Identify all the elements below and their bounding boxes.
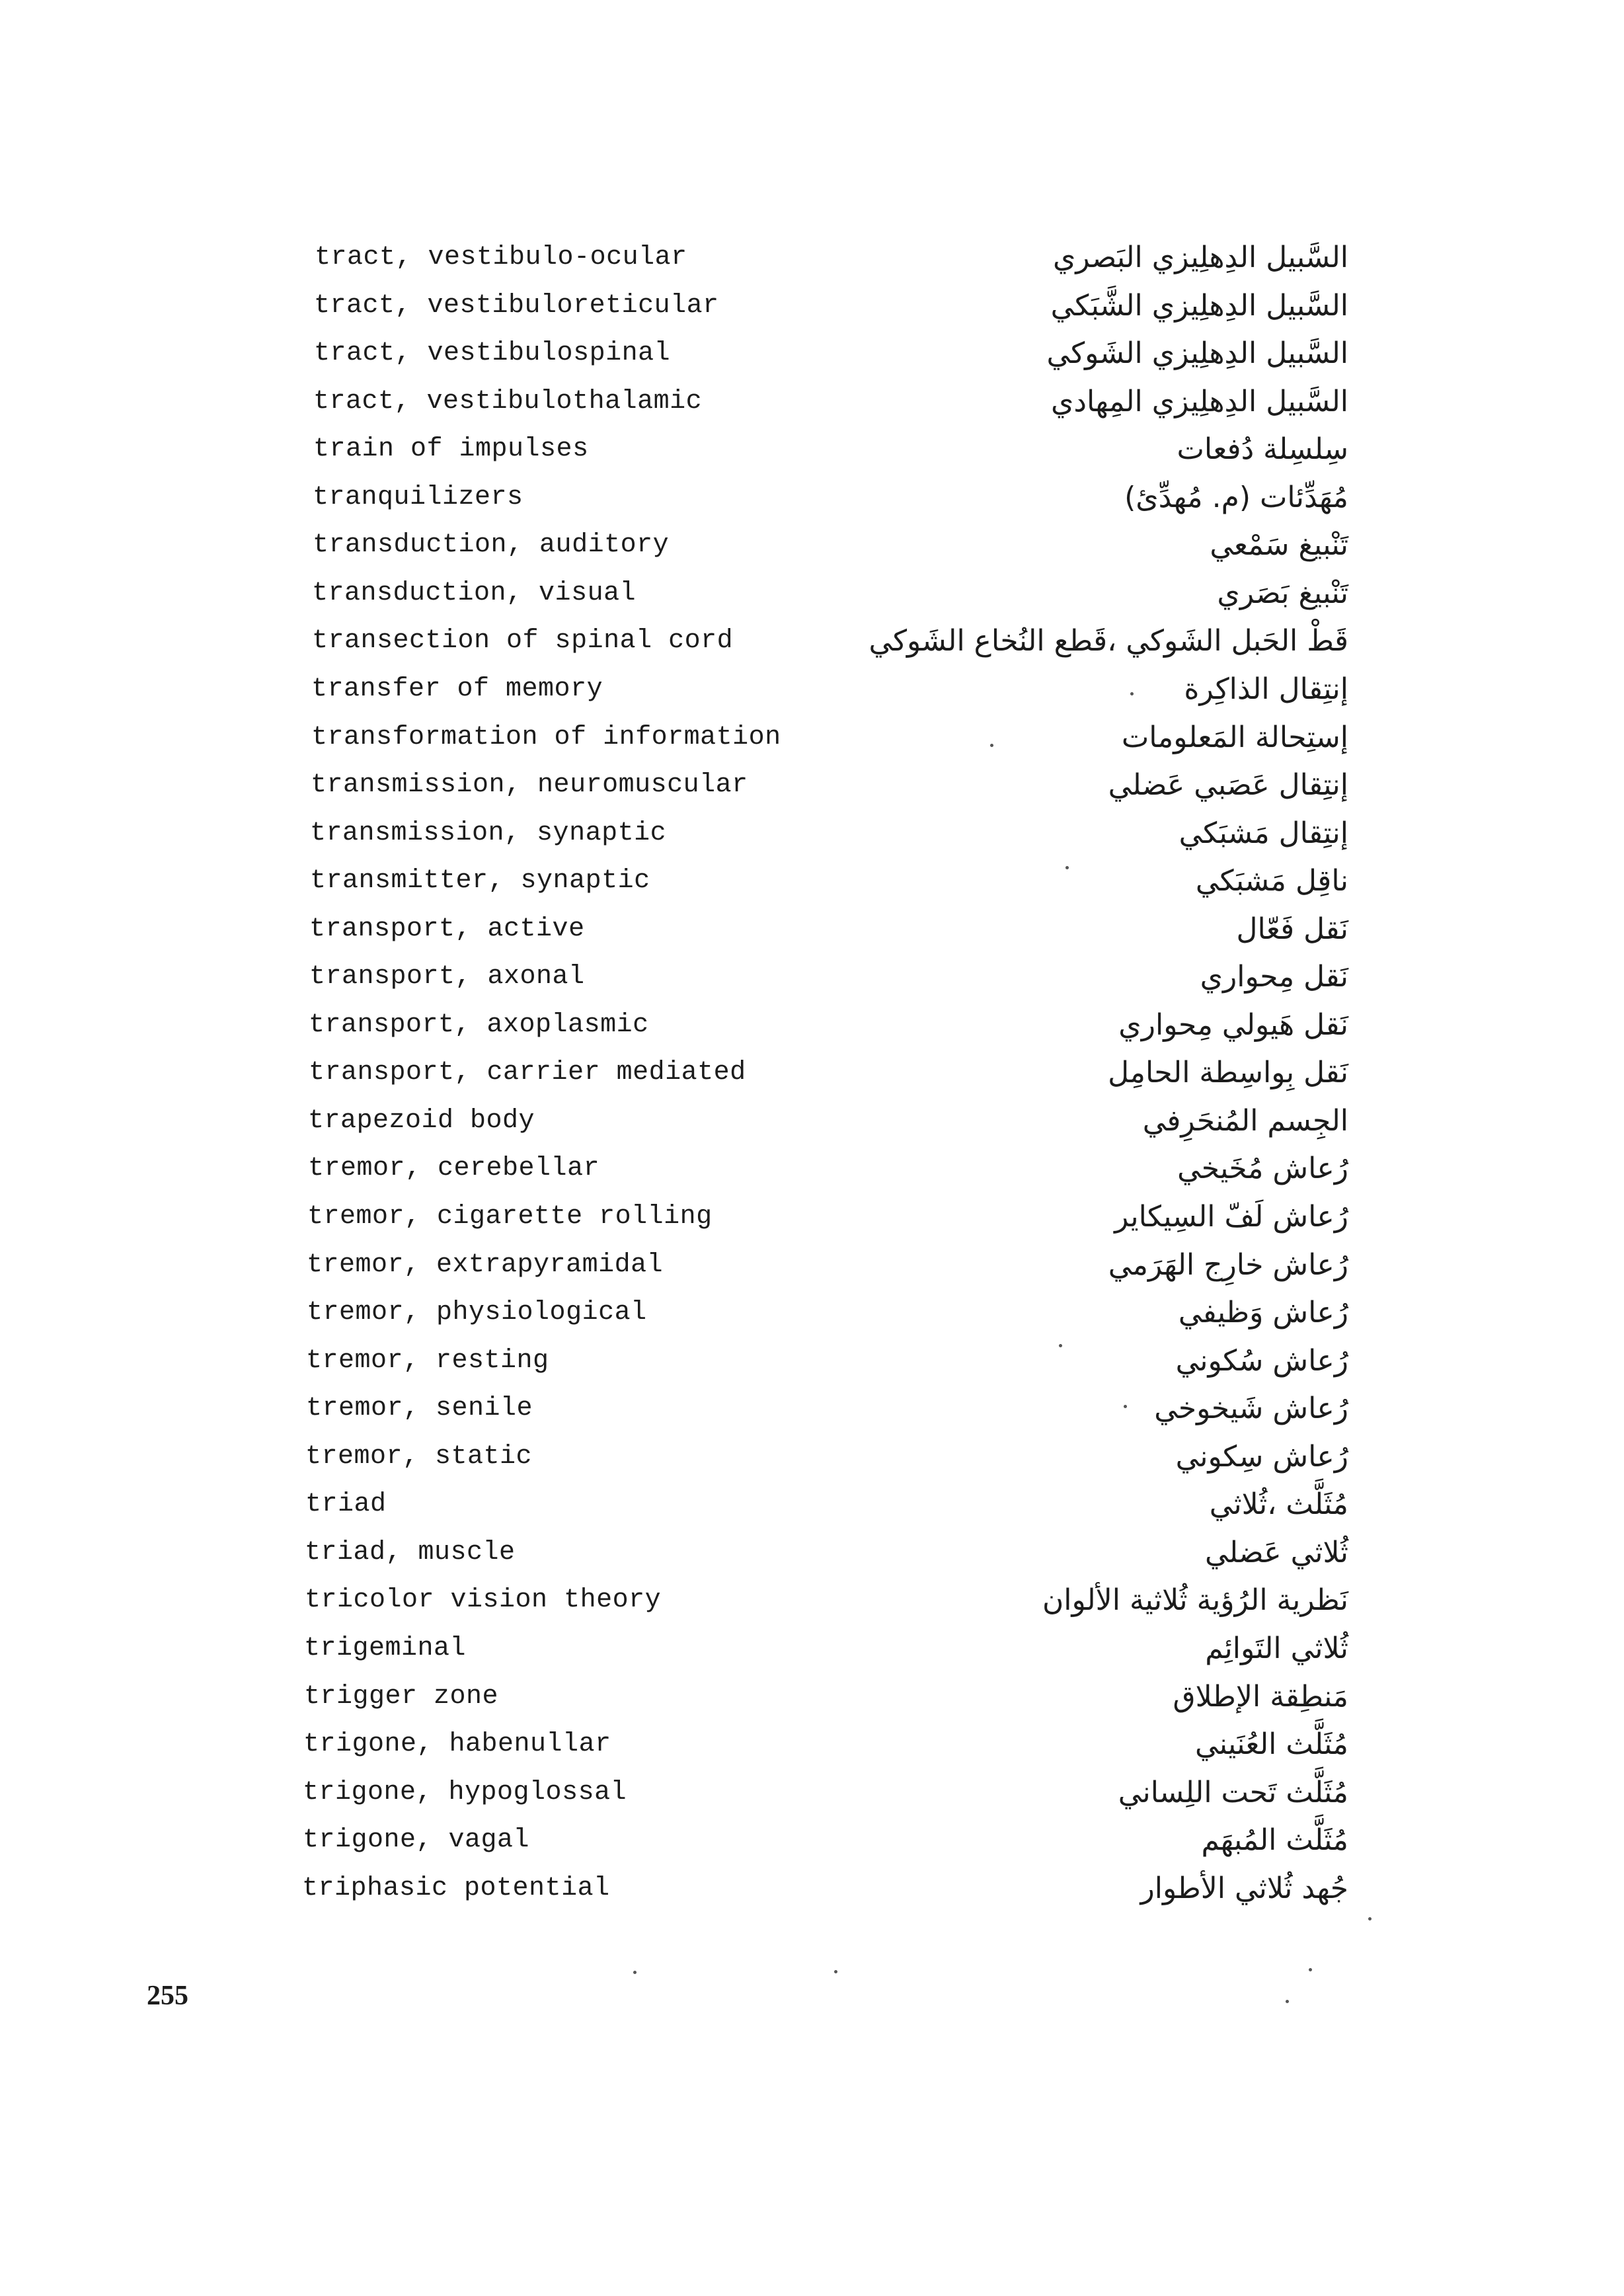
english-term: tremor, extrapyramidal [307, 1250, 664, 1280]
english-term: triad [305, 1489, 387, 1519]
arabic-term: رُعاش لَفّ السِيكاير [1114, 1200, 1348, 1234]
arabic-term: نَقل بِواسِطة الحامِل [1108, 1056, 1348, 1089]
glossary-entry [0, 1481, 1624, 1528]
glossary-entry [0, 522, 1624, 569]
glossary-entry [0, 474, 1624, 522]
english-term: transfer of memory [311, 674, 603, 704]
arabic-term: السَّبيل الدِهلِيزي البَصري [1052, 241, 1348, 274]
arabic-term: تَنْبيغ سَمْعي [1210, 528, 1348, 562]
scan-speck [633, 1971, 637, 1974]
english-term: transmission, synaptic [310, 818, 667, 848]
english-term: transport, active [309, 914, 585, 944]
glossary-entry [0, 1721, 1624, 1768]
arabic-term: ثُلاثي عَضلي [1204, 1536, 1348, 1569]
glossary-entry [0, 906, 1624, 953]
glossary-entry [0, 1002, 1624, 1049]
arabic-term: نَقل هَيولي مِحواري [1118, 1008, 1348, 1042]
page-number: 255 [147, 1981, 188, 2011]
english-term: tricolor vision theory [305, 1585, 662, 1615]
scan-speck [1368, 1917, 1372, 1920]
glossary-entry [0, 1769, 1624, 1817]
scan-speck [1286, 2000, 1289, 2003]
glossary-entry [0, 666, 1624, 713]
glossary-entry [0, 1817, 1624, 1864]
english-term: train of impulses [313, 434, 589, 464]
english-term: trigone, vagal [303, 1825, 530, 1855]
english-term: transport, axoplasmic [309, 1010, 649, 1040]
english-term: triphasic potential [302, 1874, 610, 1903]
scan-speck [1065, 866, 1069, 869]
arabic-term: نَقل مِحواري [1200, 960, 1348, 994]
glossary-entry [0, 1193, 1624, 1241]
arabic-term: ناقِل مَشبَكي [1195, 864, 1348, 898]
arabic-term: قَطْ الحَبل الشَوكي ،قَطع النُخاع الشَوكي [869, 624, 1348, 658]
english-term: transport, axonal [309, 962, 585, 992]
arabic-term: الجِسم المُنحَرِفي [1142, 1104, 1348, 1138]
arabic-term: نَظرية الرُؤية ثُلاثية الألوان [1042, 1583, 1348, 1617]
scan-speck [1309, 1968, 1312, 1971]
english-term: tract, vestibulospinal [314, 338, 671, 368]
english-term: transection of spinal cord [312, 626, 734, 656]
arabic-term: إنتِقال مَشبَكي [1179, 816, 1348, 850]
arabic-term: جُهد ثُلاثي الأطوار [1140, 1872, 1348, 1905]
arabic-term: سِلسِلة دُفعات [1177, 432, 1348, 466]
english-term: transport, carrier mediated [309, 1058, 746, 1088]
english-term: tract, vestibulothalamic [313, 387, 703, 416]
scan-speck [834, 1970, 837, 1973]
english-term: trapezoid body [308, 1106, 535, 1136]
arabic-term: مَنطِقة الإطلاق [1173, 1680, 1348, 1714]
english-term: trigone, hypoglossal [303, 1778, 627, 1807]
glossary-entry [0, 1865, 1624, 1913]
english-term: tract, vestibulo-ocular [315, 243, 687, 272]
scan-speck [990, 744, 993, 747]
arabic-term: السَّبيل الدِهلِيزي المِهادي [1050, 385, 1348, 418]
english-term: tranquilizers [313, 483, 523, 512]
english-term: triad, muscle [305, 1538, 516, 1567]
glossary-entry [0, 1625, 1624, 1673]
arabic-term: نَقل فَعّال [1236, 912, 1348, 946]
scan-speck [1059, 1344, 1062, 1347]
glossary-entry [0, 714, 1624, 762]
english-term: transmitter, synaptic [310, 866, 650, 896]
arabic-term: مُثَلَّث المُبهَم [1201, 1823, 1348, 1857]
glossary-entry [0, 1433, 1624, 1481]
arabic-term: رُعاش شَيخوخي [1154, 1392, 1348, 1425]
glossary-entry [0, 1385, 1624, 1433]
scan-speck [1124, 1405, 1127, 1408]
english-term: trigone, habenullar [303, 1729, 611, 1759]
arabic-term: رُعاش سِكوني [1175, 1440, 1348, 1474]
english-term: tremor, cigarette rolling [307, 1202, 713, 1232]
english-term: tremor, senile [306, 1394, 533, 1423]
glossary-entry [0, 1577, 1624, 1624]
glossary-entry [0, 617, 1624, 665]
arabic-term: مُهَدِّئات (م. مُهدِّئ) [1124, 481, 1348, 514]
glossary-entry [0, 953, 1624, 1001]
glossary-entry [0, 1673, 1624, 1721]
glossary-entry [0, 762, 1624, 809]
arabic-term: رُعاش وَظيفي [1178, 1296, 1348, 1329]
english-term: transduction, auditory [313, 530, 670, 560]
english-term: tract, vestibuloreticular [314, 291, 719, 321]
arabic-term: مُثَلَّث العُنَيني [1195, 1727, 1348, 1761]
glossary-entry [0, 234, 1624, 282]
glossary-entry [0, 282, 1624, 330]
english-term: transmission, neuromuscular [311, 770, 748, 800]
glossary-entry [0, 810, 1624, 857]
glossary-entry [0, 1337, 1624, 1385]
arabic-term: إستِحالة المَعلومات [1121, 721, 1348, 754]
arabic-term: رُعاش سُكوني [1175, 1344, 1348, 1378]
english-term: tremor, resting [306, 1346, 549, 1376]
english-term: transformation of information [311, 723, 781, 752]
glossary-entry [0, 570, 1624, 617]
english-term: trigeminal [304, 1634, 467, 1663]
arabic-term: مُثَلَّث تَحت اللِساني [1118, 1776, 1348, 1809]
arabic-term: السَّبيل الدِهلِيزي الشَوكي [1046, 336, 1348, 370]
glossary-entry [0, 857, 1624, 905]
english-term: tremor, static [305, 1442, 533, 1472]
glossary-entry [0, 1289, 1624, 1337]
scan-speck [1130, 692, 1134, 695]
arabic-term: رُعاش خارِج الهَرَمي [1108, 1248, 1348, 1282]
glossary-entry [0, 1145, 1624, 1193]
english-term: tremor, physiological [307, 1298, 647, 1327]
glossary-entry [0, 426, 1624, 473]
glossary-entry [0, 1097, 1624, 1145]
english-term: trigger zone [304, 1682, 499, 1712]
english-term: transduction, visual [312, 578, 637, 608]
glossary-entry [0, 330, 1624, 377]
arabic-term: السَّبيل الدِهلِيزي الشَّبَكي [1050, 289, 1348, 323]
arabic-term: إنتِقال الذاكِرة [1184, 672, 1348, 706]
glossary-entry [0, 1049, 1624, 1097]
glossary-entry [0, 378, 1624, 426]
arabic-term: رُعاش مُخَيخي [1177, 1152, 1348, 1185]
arabic-term: تَنْبيغ بَصَري [1217, 576, 1348, 610]
glossary-entry [0, 1242, 1624, 1289]
english-term: tremor, cerebellar [308, 1154, 600, 1183]
arabic-term: إنتِقال عَصَبي عَضلي [1108, 768, 1348, 802]
glossary-entry [0, 1529, 1624, 1577]
arabic-term: مُثَلَّث ،ثُلاثي [1209, 1487, 1348, 1521]
arabic-term: ثُلاثي التَوائِم [1205, 1632, 1348, 1665]
